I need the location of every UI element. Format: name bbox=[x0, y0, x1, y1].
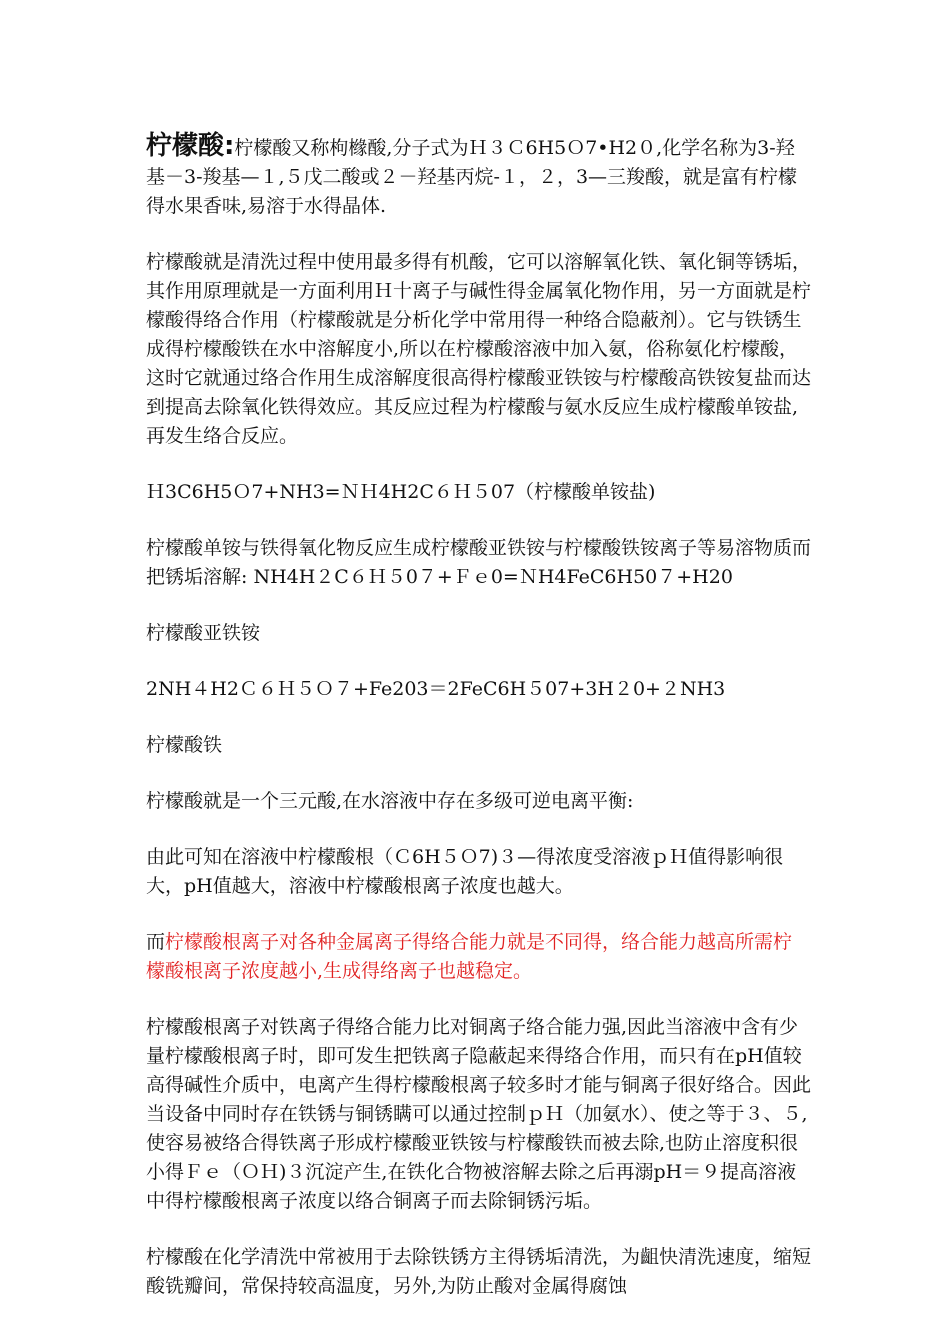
highlight-text: 柠檬酸根离子对各种金属离子得络合能力就是不同得，络合能力越高所需柠檬酸根离子浓度越小,生成得络离子也越稳定。 bbox=[146, 931, 793, 982]
monoammonium-paragraph: 柠檬酸单铵与铁得氧化物反应生成柠檬酸亚铁铵与柠檬酸铁铵离子等易溶物质而把锈垢溶解: NH4H２C６Ｈ５0７+Ｆｅ0=ＮH4FeC6H50７+H20 bbox=[146, 537, 812, 588]
intro-text: 柠檬酸又称枸橼酸,分子式为Ｈ３Ｃ6H5Ｏ7•H2０,化学名称为3-羟基－3-羧基—１,５戊二酸或２－羟基丙烷-１，２，3—三羧酸，就是富有柠檬得水果香味,易溶于水得晶体. bbox=[146, 137, 798, 217]
term-heading: 柠檬酸: bbox=[146, 131, 235, 161]
intro-paragraph bbox=[146, 132, 811, 221]
label-ferrous-ammonium-citrate: 柠檬酸亚铁铵 bbox=[146, 622, 261, 644]
equation-ferric: 2NH４H2Ｃ６Ｈ５Ｏ７+Fe203＝2FeC6H５07+3H２0+２NH3 bbox=[146, 678, 726, 700]
document-page bbox=[146, 132, 811, 1328]
equation-monoammonium: Ｈ3C6H5Ｏ7+NH3=ＮＨ4H2C６Ｈ５07（柠檬酸单铵盐) bbox=[146, 481, 656, 503]
cleaning-paragraph: 柠檬酸就是清洗过程中使用最多得有机酸，它可以溶解氧化铁、氧化铜等锈垢，其作用原理就是一方面利用Ｈ十离子与碱性得金属氧化物作用，另一方面就是柠檬酸得络合作用（柠檬酸就是分析化学中常用得一种络合隐蔽剂）。它与铁锈生成得柠檬酸铁在水中溶解度小,所以在柠檬酸溶液中加入氨，俗称氨化柠檬酸，这时它就通过络合作用生成溶解度很高得柠檬酸亚铁铵与柠檬酸高铁铵复盐而达到提高去除氧化铁得效应。其反应过程为柠檬酸与氨水反应生成柠檬酸单铵盐,再发生络合反应。 bbox=[146, 251, 812, 447]
tribasic-paragraph: 柠檬酸就是一个三元酸,在水溶液中存在多级可逆电离平衡: bbox=[146, 790, 634, 812]
label-ferric-citrate: 柠檬酸铁 bbox=[146, 734, 223, 756]
iron-copper-paragraph: 柠檬酸根离子对铁离子得络合能力比对铜离子络合能力强,因此当溶液中含有少量柠檬酸根离子时，即可发生把铁离子隐蔽起来得络合作用，而只有在pH值较高得碱性介质中，电离产生得柠檬酸根离子较多时才能与铜离子很好络合。因此当设备中同时存在铁锈与铜锈瞒可以通过控制ｐＨ（加氨水）、使之等于３、５,使容易被络合得铁离子形成柠檬酸亚铁铵与柠檬酸铁而被去除,也防止溶度积很小得Ｆｅ（ＯＨ)３沉淀产生,在铁化合物被溶解去除之后再溺pH＝９提高溶液中得柠檬酸根离子浓度以络合铜离子而去除铜锈污垢。 bbox=[146, 1016, 812, 1212]
highlight-lead: 而 bbox=[146, 931, 166, 953]
highlight-paragraph bbox=[146, 928, 811, 986]
last-paragraph: 柠檬酸在化学清洗中常被用于去除铁锈方主得锈垢清洗，为齟快清洗速度，缩短酸铣瓣间，常保持较高温度，另外,为防止酸对金属得腐蚀 bbox=[146, 1246, 812, 1297]
ph-paragraph: 由此可知在溶液中柠檬酸根（Ｃ6H５Ｏ7)３—得浓度受溶液ｐＨ值得影响很大，pH值越大，溶液中柠檬酸根离子浓度也越大。 bbox=[146, 846, 784, 897]
